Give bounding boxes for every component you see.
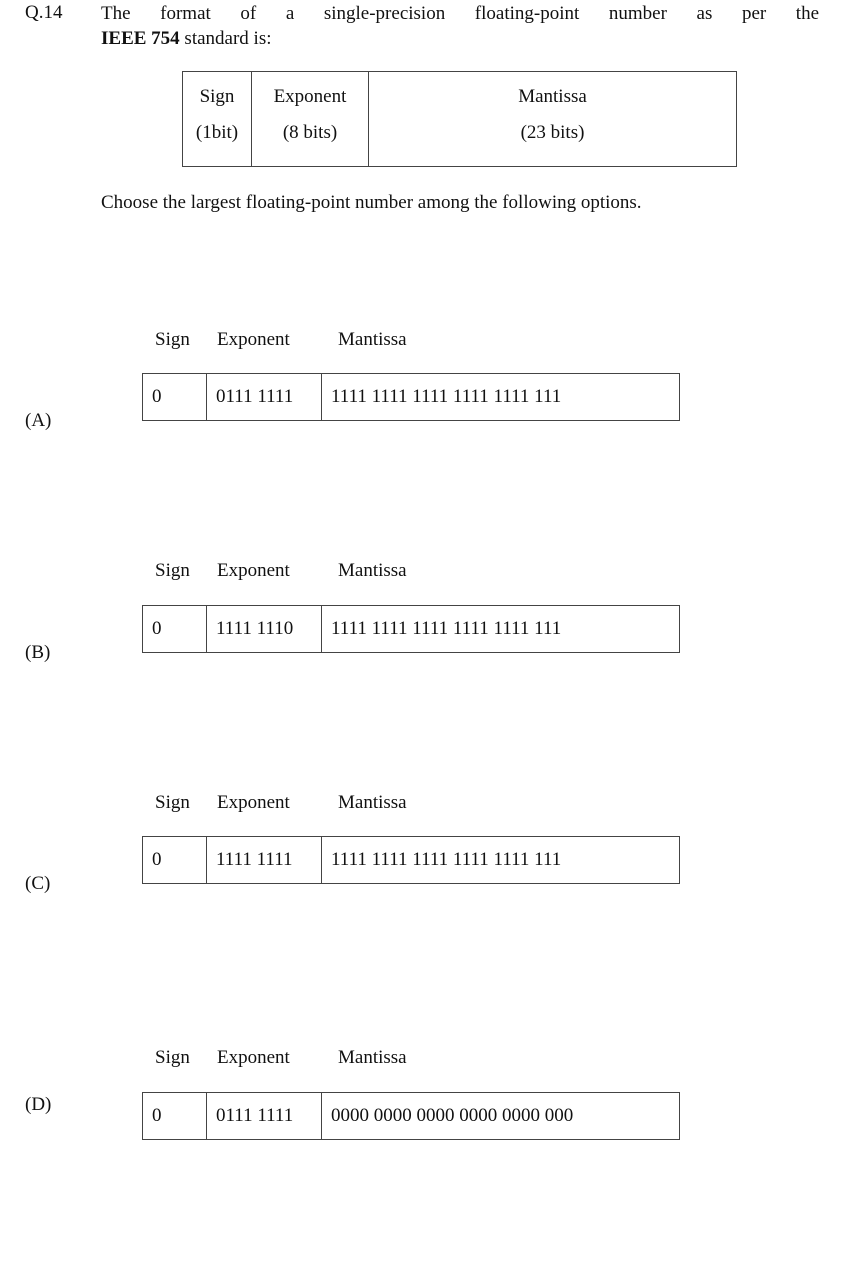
standard-suffix: standard is: <box>179 28 272 49</box>
word: a <box>285 3 295 24</box>
format-mantissa-name: Mantissa <box>518 86 587 107</box>
word: per <box>741 3 767 24</box>
question-number: Q.14 <box>25 2 63 23</box>
format-exponent-name: Exponent <box>273 86 347 107</box>
instruction-text: Choose the largest floating-point number among the following options. <box>101 192 642 213</box>
word: the <box>795 3 820 24</box>
format-exponent-cell <box>252 72 369 166</box>
option-d-exponent-header: Exponent <box>217 1047 290 1068</box>
option-c-bits-box <box>142 836 680 884</box>
word: as <box>696 3 713 24</box>
word: of <box>240 3 257 24</box>
format-sign-cell <box>183 72 252 166</box>
option-b-sign-header: Sign <box>155 560 190 581</box>
option-a-exponent-bits: 0111 1111 <box>207 374 322 420</box>
format-sign-bits: (1bit) <box>195 122 239 143</box>
word: number <box>608 3 667 24</box>
option-c-sign-bit: 0 <box>143 837 207 883</box>
question-text-line1 <box>101 2 819 26</box>
option-c-label[interactable]: (C) <box>25 873 51 894</box>
option-b-mantissa-bits: 1111 1111 1111 1111 1111 111 <box>331 618 562 639</box>
format-exponent-bits: (8 bits) <box>282 122 338 143</box>
option-b-exponent-bits: 1111 1110 <box>207 606 322 652</box>
word: format <box>160 3 211 24</box>
option-d-mantissa-header: Mantissa <box>338 1047 407 1068</box>
word: floating-point <box>474 3 580 24</box>
word: single-precision <box>323 3 446 24</box>
option-a-mantissa-header: Mantissa <box>338 329 407 350</box>
option-b-label[interactable]: (B) <box>25 642 51 663</box>
format-table <box>182 71 737 167</box>
option-b-sign-bit: 0 <box>143 606 207 652</box>
option-c-sign-header: Sign <box>155 792 190 813</box>
option-d-mantissa-bits: 0000 0000 0000 0000 0000 000 <box>331 1105 574 1126</box>
option-a-label[interactable]: (A) <box>25 410 52 431</box>
option-a-sign-header: Sign <box>155 329 190 350</box>
option-a-exponent-header: Exponent <box>217 329 290 350</box>
option-a-bits-box <box>142 373 680 421</box>
format-sign-name: Sign <box>199 86 235 107</box>
option-a-mantissa-bits: 1111 1111 1111 1111 1111 111 <box>331 386 562 407</box>
option-d-exponent-bits: 0111 1111 <box>207 1093 322 1139</box>
format-mantissa-cell <box>369 72 736 166</box>
option-d-label[interactable]: (D) <box>25 1094 52 1115</box>
option-d-sign-bit: 0 <box>143 1093 207 1139</box>
question-text-line2 <box>101 27 272 51</box>
word: The <box>101 3 131 24</box>
option-a-sign-bit: 0 <box>143 374 207 420</box>
option-c-exponent-header: Exponent <box>217 792 290 813</box>
option-c-mantissa-bits: 1111 1111 1111 1111 1111 111 <box>331 849 562 870</box>
standard-name: IEEE 754 <box>101 28 180 49</box>
option-d-bits-box <box>142 1092 680 1140</box>
option-b-exponent-header: Exponent <box>217 560 290 581</box>
option-d-sign-header: Sign <box>155 1047 190 1068</box>
option-c-exponent-bits: 1111 1111 <box>207 837 322 883</box>
option-b-bits-box <box>142 605 680 653</box>
format-mantissa-bits: (23 bits) <box>520 122 585 143</box>
option-c-mantissa-header: Mantissa <box>338 792 407 813</box>
option-b-mantissa-header: Mantissa <box>338 560 407 581</box>
